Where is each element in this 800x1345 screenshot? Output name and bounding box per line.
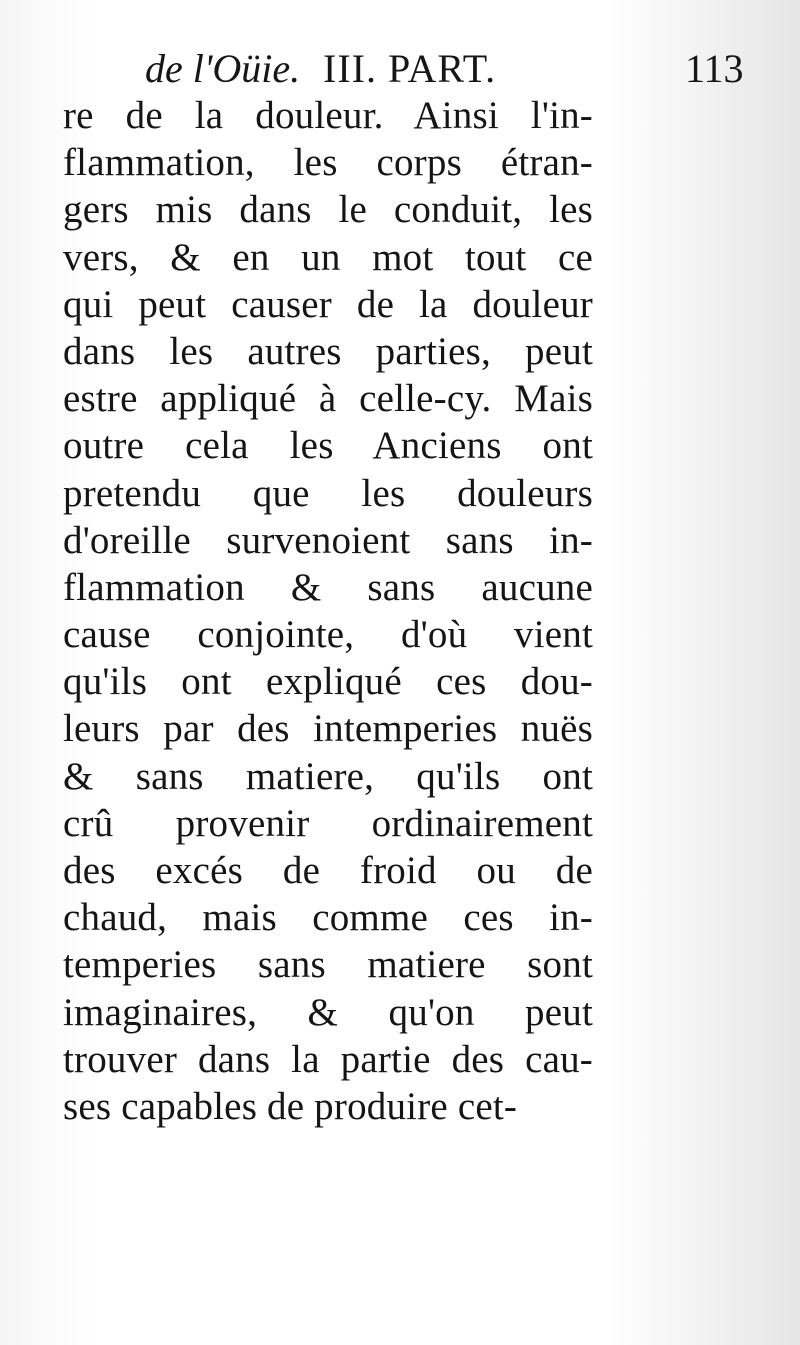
text-line: d'oreille survenoient sans in-	[63, 518, 593, 562]
text-line: leurs par des intemperies nuës	[63, 707, 593, 751]
text-line: qui peut causer de la douleur	[63, 282, 593, 326]
part-label: III. PART.	[323, 46, 497, 91]
text-line: temperies sans matiere sont	[63, 943, 593, 987]
text-line: estre appliqué à celle-cy. Mais	[63, 377, 593, 421]
text-line: qu'ils ont expliqué ces dou-	[63, 660, 593, 704]
text-line: flammation, les corps étran-	[63, 141, 593, 185]
text-line: gers mis dans le conduit, les	[63, 188, 593, 232]
text-line: flammation & sans aucune	[63, 565, 593, 609]
text-line: dans les autres parties, peut	[63, 329, 593, 373]
body-text	[63, 92, 593, 1130]
text-line: & sans matiere, qu'ils ont	[63, 754, 593, 798]
chapter-title: de l'Oüie.	[145, 46, 301, 91]
text-line: chaud, mais comme ces in-	[63, 896, 593, 940]
text-line: des excés de froid ou de	[63, 849, 593, 892]
text-line: pretendu que les douleurs	[63, 471, 593, 515]
text-line: vers, & en un mot tout ce	[63, 235, 593, 279]
page-number: 113	[685, 46, 744, 91]
text-line: outre cela les Anciens ont	[63, 424, 593, 468]
text-line: re de la douleur. Ainsi l'in-	[63, 94, 593, 137]
text-line: imaginaires, & qu'on peut	[63, 990, 593, 1034]
running-header	[145, 44, 744, 94]
text-line: crû provenir ordinairement	[63, 801, 593, 845]
text-line: trouver dans la partie des cau-	[63, 1037, 593, 1081]
text-line: cause conjointe, d'où vient	[63, 613, 593, 657]
text-line: ses capables de produire cet-	[63, 1084, 518, 1128]
